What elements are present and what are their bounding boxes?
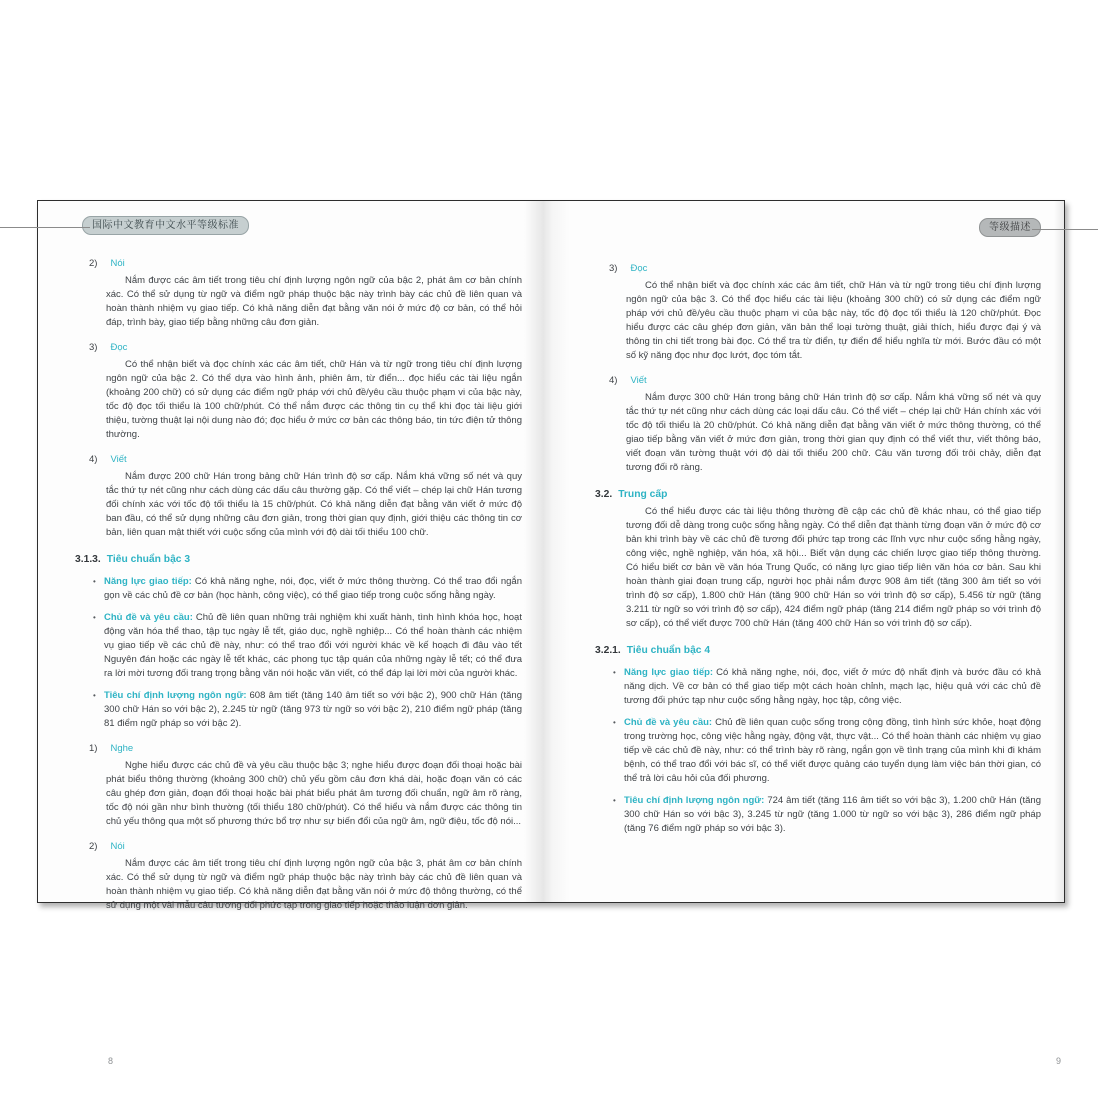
section	[75, 257, 522, 330]
subsection-paragraph: Có thể hiểu được các tài liệu thông thường đề cập các chủ đề khác nhau, có thể giao tiếp tương đối dễ dàng trong cuộc sống hằng ngày. Có thể diễn đạt thành từng đoạn văn ở mức độ cơ bản khi trình bày về các chủ đề tương đối phức tạp trong các lĩnh vực như cuộc sống hằng ngày, công việc, nghề nghiệp, văn hóa, xã hội... Biết vận dụng các chiến lược giao tiếp thông thường. Có hiểu biết cơ bản về văn hóa Trung Quốc, có năng lực giao tiếp liên văn hóa cơ bản. Sau khi hoàn thành giai đoạn trung cấp, người học phải nắm được 908 âm tiết (tăng 300 âm tiết so với trình độ sơ cấp), 1.800 chữ Hán (tăng 900 chữ Hán so với trình độ sơ cấp), 5.456 từ ngữ (tăng 3.211 từ ngữ so với trình độ sơ cấp), 424 điểm ngữ pháp (tăng 214 điểm ngữ pháp so với trình độ sơ cấp), có thể viết được 700 chữ Hán (tăng 400 chữ Hán so với trình độ sơ cấp).	[626, 506, 1041, 629]
section-paragraph: Có thể nhận biết và đọc chính xác các âm tiết, chữ Hán và từ ngữ trong tiêu chí định lượng ngôn ngữ của bậc 2. Có thể dựa vào hình ảnh, phiên âm, từ điển... đọc hiểu các tài liệu ngắn (khoảng 200 chữ) có sử dụng các điểm ngữ pháp với chủ đề/yêu cầu thuộc phạm vi của bậc này, tốc độ đọc tối thiểu là 100 chữ/phút. Có thể nắm được các thông tin cụ thể khi đọc tài liệu giới thiệu, tường thuật lại nội dung nào đó; đọc hiểu ở mức cơ bản các thông báo, tin tức điện tử thông thường.	[106, 359, 522, 440]
page-number-left: 8	[108, 1056, 114, 1066]
bullet-label: Chủ đề và yêu cầu:	[624, 717, 713, 728]
section-title: Đọc	[630, 263, 648, 274]
section-title: Nói	[110, 258, 125, 269]
section-paragraph: Nắm được 300 chữ Hán trong bảng chữ Hán trình độ sơ cấp. Nắm khá vững số nét và quy tắc thứ tự nét cũng như cách dùng các loại dấu câu. Có thể viết – chép lại chữ Hán chính xác với tốc độ tối thiểu là 20 chữ/phút. Có khả năng diễn đạt bằng văn viết ở mức thông thường, có thể giao tiếp bằng văn viết ở mức đơn giản, trong thời gian quy định có thể viết thư, viết thông báo, viết đoạn văn tường thuật với độ dài tối thiểu 200 chữ. Câu văn tương đối trôi chảy, diễn đạt tương đối rõ ràng.	[626, 392, 1041, 473]
subsection-number: 3.2.	[595, 489, 613, 500]
bullet-item	[613, 666, 1041, 708]
bullet-marker-icon: •	[613, 796, 616, 805]
badge-callout-line-left	[0, 227, 90, 228]
bullet-body-text: 608 âm tiết (tăng 140 âm tiết so với bậc 2), 900 chữ Hán (tăng 300 chữ Hán so với bậc 2), 2.245 từ ngữ (tăng 973 từ ngữ so với bậc 2), 210 điểm ngữ pháp (tăng 81 điểm ngữ pháp so với bậc 2).	[104, 690, 522, 729]
section-number: 2)	[89, 258, 98, 269]
section-title: Nói	[110, 841, 125, 852]
book-spread	[37, 200, 1065, 1066]
subsection-title: Tiêu chuẩn bậc 3	[106, 554, 191, 565]
section-number: 3)	[609, 263, 618, 274]
section-title: Viết	[630, 375, 647, 386]
section	[75, 453, 522, 540]
subsection-heading	[595, 644, 1041, 658]
section	[75, 341, 522, 442]
bullet-text	[104, 611, 522, 681]
section	[75, 742, 522, 829]
section-paragraph: Nắm được 200 chữ Hán trong bảng chữ Hán trình độ sơ cấp. Nắm khá vững số nét và quy tắc thứ tự nét cũng như cách dùng các dấu câu thường gặp. Có thể viết – chép lại chữ Hán tương đối chính xác với tốc độ tối thiểu là 15 chữ/phút. Có khả năng diễn đạt bằng văn viết ở mức độ ban đầu, có thể sử dụng những câu đơn giản, trong thời gian quy định, giới thiệu các thông tin cơ bản, liên quan mật thiết với cuộc sống của mình với độ dài tối thiểu 100 chữ.	[106, 471, 522, 538]
subsection	[595, 644, 1041, 658]
section-heading	[75, 742, 522, 756]
section-heading	[75, 257, 522, 271]
section-number: 4)	[89, 454, 98, 465]
bullet-label: Năng lực giao tiếp:	[104, 576, 192, 587]
section-number: 4)	[609, 375, 618, 386]
bullet-item	[93, 611, 522, 681]
section-heading	[75, 840, 522, 854]
section-number: 2)	[89, 841, 98, 852]
bullet-marker-icon: •	[93, 577, 96, 586]
section-heading	[75, 341, 522, 355]
bullet-text	[624, 794, 1041, 836]
subsection-title: Trung cấp	[618, 489, 668, 500]
bullet-body-text: Chủ đề liên quan cuộc sống trong cộng đồng, tình hình sức khỏe, hoạt động trong trường học, công việc hằng ngày, động vật, thực vật... Có thể hoàn thành các nhiệm vụ giao tiếp về các chủ đề này, như: có thể trình bày rõ ràng, ngắn gọn về tình trạng của mình khi đi khám bệnh, có thể trao đổi với bác sĩ, có thể viết được quảng cáo tuyển dụng làm việc bán thời gian, có thể trả lời câu hỏi của đối phương.	[624, 717, 1041, 784]
bullet-body-text: Có khả năng nghe, nói, đọc, viết ở mức độ nhất định và bước đầu có khả năng dịch. Về cơ bản có thể giao tiếp một cách hoàn chỉnh, mạch lạc, hiệu quả với các chủ đề tương đối phức tạp như cuộc sống hằng ngày, học tập, công việc.	[624, 667, 1041, 706]
subsection-number: 3.2.1.	[595, 645, 621, 656]
badge-callout-line-right	[1032, 229, 1098, 230]
section-title: Viết	[110, 454, 127, 465]
subsection	[595, 488, 1041, 631]
bullet-body-text: 724 âm tiết (tăng 116 âm tiết so với bậc 3), 1.200 chữ Hán (tăng 300 chữ Hán so với bậc 3), 3.245 từ ngữ (tăng 1.000 từ ngữ so với bậc 3), 286 điểm ngữ pháp (tăng 76 điểm ngữ pháp so với bậc 3).	[624, 795, 1041, 834]
subsection-heading	[75, 553, 522, 567]
bullet-body-text: Có khả năng nghe, nói, đọc, viết ở mức thông thường. Có thể trao đổi ngắn gọn về các chủ đề cơ bản (học hành, công việc), có thể giao tiếp trong cuộc sống hằng ngày.	[104, 576, 522, 601]
section-paragraph: Có thể nhận biết và đọc chính xác các âm tiết, chữ Hán và từ ngữ trong tiêu chí định lượng ngôn ngữ của bậc 3. Có thể đọc hiểu các tài liệu (khoảng 300 chữ) có sử dụng các điểm ngữ pháp với chủ đề/yêu cầu thuộc phạm vi của bậc này, tốc độ đọc tối thiểu là 120 chữ/phút. Đọc hiểu được các câu ghép đơn giản, văn bản thể loại tường thuật, giải thích, hiểu được đại ý và thông tin chi tiết trong bài đọc. Có thể tra từ điển, tự điển để hiểu nghĩa từ mới. Bước đầu có một số kỹ năng đọc như đọc lướt, đọc tóm tắt.	[626, 280, 1041, 361]
bullet-text	[104, 689, 522, 731]
section	[595, 374, 1041, 475]
book-spine	[524, 201, 570, 902]
header-badge-right: 等级描述	[979, 218, 1041, 237]
bullet-marker-icon: •	[93, 691, 96, 700]
bullet-item	[613, 794, 1041, 836]
section-title: Nghe	[110, 743, 134, 754]
section-paragraph: Nắm được các âm tiết trong tiêu chí định lượng ngôn ngữ của bậc 3, phát âm cơ bản chính xác. Có thể sử dụng từ ngữ và điểm ngữ pháp thuộc bậc này trình bày các chủ đề liên quan và hoàn thành nhiệm vụ giao tiếp. Có khả năng diễn đạt bằng văn nói ở mức độ thông thường, có thể sử dụng một vài mẫu câu tương đối phức tạp trong giao tiếp hoặc thảo luận đơn giản.	[106, 858, 522, 911]
section-number: 3)	[89, 342, 98, 353]
section-number: 1)	[89, 743, 98, 754]
bullet-label: Năng lực giao tiếp:	[624, 667, 714, 678]
bullet-item	[93, 575, 522, 603]
section-paragraph: Nghe hiểu được các chủ đề và yêu cầu thuộc bậc 3; nghe hiểu được đoạn đối thoại hoặc bài phát biểu thông thường (khoảng 300 chữ) chủ yếu gồm câu đơn khá dài, hoặc đoạn văn có các câu ghép đơn giản, đoạn đối thoại hoặc bài phát biểu phát âm tương đối chuẩn, ngữ âm rõ ràng, tốc độ nói gần như bình thường (tối thiểu 180 chữ/phút). Có thể hiểu và nắm được các thông tin chủ yếu thông qua một số phương thức bổ trợ như sự biến đổi của ngữ âm, ngữ điệu, tốc độ nói...	[106, 760, 522, 827]
section	[75, 840, 522, 913]
bullet-marker-icon: •	[613, 718, 616, 727]
bullet-item	[93, 689, 522, 731]
bullet-label: Tiêu chí định lượng ngôn ngữ:	[104, 690, 247, 701]
section	[595, 262, 1041, 363]
page-right-content	[595, 262, 1041, 836]
section-paragraph: Nắm được các âm tiết trong tiêu chí định lượng ngôn ngữ của bậc 2, phát âm cơ bản chính xác. Có thể sử dụng từ ngữ và điểm ngữ pháp thuộc bậc này trình bày các chủ đề liên quan và hoàn thành nhiệm vụ giao tiếp. Có khả năng diễn đạt bằng văn nói ở mức độ cơ bản, có thể hỏi đáp, trình bày, giao tiếp bằng những câu đơn giản.	[106, 275, 522, 328]
section-heading	[75, 453, 522, 467]
bullet-marker-icon: •	[613, 668, 616, 677]
section-heading	[595, 262, 1041, 276]
bullet-label: Chủ đề và yêu cầu:	[104, 612, 193, 623]
bullet-text	[624, 666, 1041, 708]
bullet-body-text: Chủ đề liên quan những trải nghiệm khi xuất hành, tình hình khóa học, hoạt động văn hóa thể thao, tập tục ngày lễ tết, giáo dục, nghề nghiệp... Có thể hoàn thành các nhiệm vụ giao tiếp về các chủ đề này, như: có thể trao đổi với người khác về kế hoạch đi đâu vào tết Nguyên đán hoặc các ngày lễ tết khác, các phong tục tập quán của những ngày lễ tết; có thể đưa ra lời mời tương đối trang trọng bằng văn nói hoặc văn viết, có thể đáp lại lời mời của người khác.	[104, 612, 522, 679]
page-number-right: 9	[1056, 1056, 1062, 1066]
subsection-heading	[595, 488, 1041, 502]
subsection	[75, 553, 522, 567]
section-title: Đọc	[110, 342, 128, 353]
subsection-number: 3.1.3.	[75, 554, 101, 565]
header-badge-left: 国际中文教育中文水平等级标准	[82, 216, 249, 235]
bullet-text	[624, 716, 1041, 786]
bullet-marker-icon: •	[93, 613, 96, 622]
page-left-content	[75, 257, 522, 913]
page-edge-shading	[1054, 201, 1064, 902]
bullet-label: Tiêu chí định lượng ngôn ngữ:	[624, 795, 765, 806]
bullet-text	[104, 575, 522, 603]
bullet-item	[613, 716, 1041, 786]
section-heading	[595, 374, 1041, 388]
subsection-title: Tiêu chuẩn bậc 4	[626, 645, 711, 656]
